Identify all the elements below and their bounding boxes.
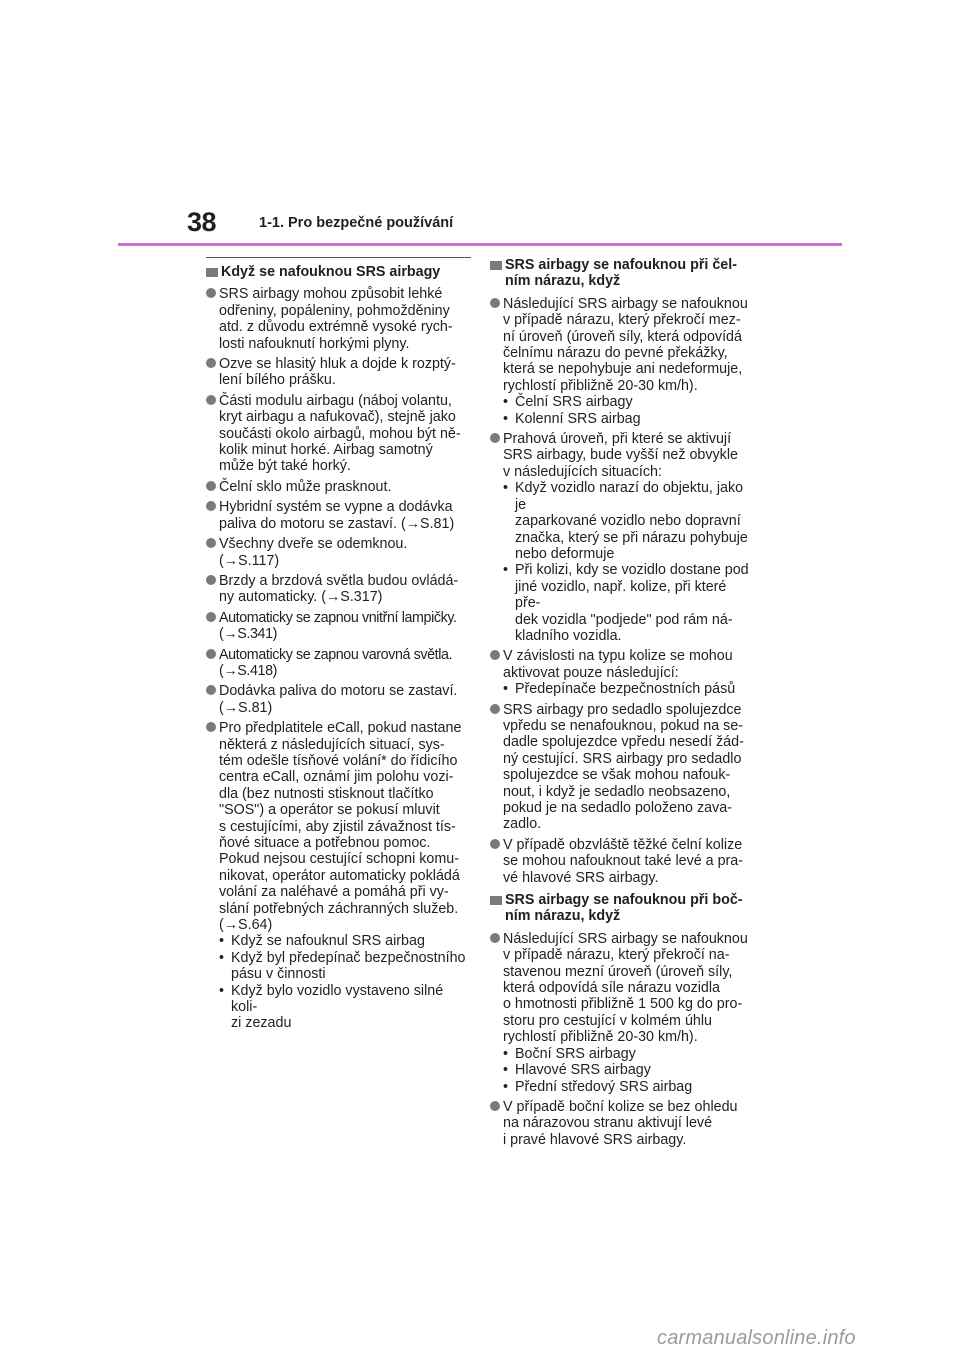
sub-item-text: Když vozidlo narazí do objektu, jako je zaparkované vozidlo nebo dopravní značka, který se při nárazu pohybuje nebo deformuje (515, 480, 748, 562)
circle-bullet-icon (206, 288, 218, 300)
square-bullet-icon (490, 261, 502, 270)
item-text: Prahová úroveň, při které se aktivují SRS airbagy, bude vyšší než obvykle v následujících situacích: (503, 431, 738, 480)
sub-item (503, 1062, 755, 1078)
item-text: Dodávka paliva do motoru se zastaví. (→S.81) (219, 683, 458, 716)
sub-item (219, 950, 471, 983)
circle-bullet-icon (490, 433, 502, 445)
sub-item (503, 1079, 755, 1095)
list-item (206, 683, 471, 716)
small-dot-icon: • (219, 933, 225, 950)
circle-bullet-icon (206, 538, 218, 550)
small-dot-icon: • (219, 982, 225, 999)
item-text: V případě boční kolize se bez ohledu na nárazovou stranu aktivují levé i pravé hlavové SRS airbagy. (503, 1098, 738, 1148)
section-title: 1-1. Pro bezpečné používání (259, 215, 454, 231)
section-heading (490, 892, 755, 925)
circle-bullet-icon (206, 612, 218, 624)
list-item (490, 431, 755, 644)
circle-bullet-icon (206, 358, 218, 370)
sub-item (219, 933, 471, 949)
circle-bullet-icon (490, 298, 502, 310)
list-item (490, 1099, 755, 1148)
small-dot-icon: • (503, 1045, 509, 1062)
small-dot-icon: • (219, 949, 225, 966)
item-text: Pro předplatitele eCall, pokud nastane některá z následujících situací, sys- tém odešle tísňové volání* do řídicího centra eCall, oznámí jim polohu vozi- dla (bez nutnosti stisknout tlačítko "SOS") a operátor se pokusí mluvit s cestujícími, aby zjistil závažnost tís- ňové situace a potřebnou pomoc. Pokud nejsou cestující schopni komu- nikovat, operátor automaticky pokládá volání za naléhavé a pomáhá při vy- slání potřebných záchranných služeb. (→S.64) (219, 720, 462, 934)
item-text: Hybridní systém se vypne a dodávka paliva do motoru se zastaví. (→S.81) (219, 499, 455, 532)
item-text: Čelní sklo může prasknout. (219, 478, 392, 495)
item-text: Následující SRS airbagy se nafouknou v případě nárazu, který překročí na- stavenou mezní úroveň (úroveň síly, která odpovídá síle nárazu vozidla o hmotnosti přibližně 1 500 kg do pro- storu pro cestující v kolmém úhlu rychlostí přibližně 20-30 km/h). (503, 930, 748, 1046)
list-item (490, 648, 755, 697)
list-item (206, 479, 471, 495)
item-text: Následující SRS airbagy se nafouknou v případě nárazu, který překročí mez- ní úroveň (úroveň síly, která odpovídá čelnímu nárazu do pevné překážky, která se nepohybuje ani nedeformuje, rychlostí přibližně 20-30 km/h). (503, 295, 748, 394)
small-dot-icon: • (503, 1062, 509, 1079)
item-text: Ozve se hlasitý hluk a dojde k rozptý- lení bílého prášku. (219, 356, 456, 389)
list-item (206, 393, 471, 475)
section-list (490, 257, 755, 1148)
list-item (206, 647, 471, 680)
section-heading (490, 257, 755, 290)
circle-bullet-icon (206, 481, 218, 493)
sub-item-text: Přední středový SRS airbag (515, 1078, 693, 1095)
sub-item (219, 983, 471, 1032)
right-column (490, 257, 755, 1152)
sub-item (503, 562, 755, 644)
item-text: Automaticky se zapnou vnitřní lampičky. (→S.341) (219, 609, 457, 643)
circle-bullet-icon (206, 722, 218, 734)
sub-item-text: Když bylo vozidlo vystaveno silné koli- zi zezadu (231, 982, 444, 1032)
column-top-rule (206, 257, 471, 258)
sub-item-text: Předepínače bezpečnostních pásů (515, 681, 736, 698)
small-dot-icon: • (503, 394, 509, 411)
sub-item-text: Kolenní SRS airbag (515, 410, 641, 427)
page-number: 38 (187, 207, 217, 237)
sub-item-text: Čelní SRS airbagy (515, 394, 633, 411)
list-item (206, 573, 471, 606)
list-item (490, 931, 755, 1095)
sub-item-text: Když byl předepínač bezpečnostního pásu v činnosti (231, 949, 466, 983)
item-text: V závislosti na typu kolize se mohou aktivovat pouze následující: (503, 648, 733, 681)
section-heading (206, 264, 471, 280)
sub-item-text: Když se nafouknul SRS airbag (231, 933, 425, 950)
small-dot-icon: • (503, 480, 509, 497)
small-dot-icon: • (503, 410, 509, 427)
watermark: carmanualsonline.info (657, 1327, 856, 1349)
item-text: SRS airbagy mohou způsobit lehké odřeniny, popáleniny, pohmožděniny atd. z důvodu extrémně vysoké rych- losti nafouknutí horkými plyny. (219, 286, 453, 352)
small-dot-icon: • (503, 562, 509, 579)
sub-item (503, 394, 755, 410)
sub-item (503, 1046, 755, 1062)
header-divider (118, 243, 842, 246)
list-item (206, 720, 471, 1032)
list-item (206, 356, 471, 389)
sub-item-text: Hlavové SRS airbagy (515, 1062, 651, 1079)
list-item (490, 296, 755, 427)
item-text: Brzdy a brzdová světla budou ovládá- ny automaticky. (→S.317) (219, 572, 459, 606)
circle-bullet-icon (490, 704, 502, 716)
item-text: Všechny dveře se odemknou. (→S.117) (219, 536, 408, 569)
list-item (206, 499, 471, 532)
small-dot-icon: • (503, 681, 509, 698)
sub-item (503, 480, 755, 562)
circle-bullet-icon (490, 839, 502, 851)
list-item (490, 702, 755, 833)
sub-item-text: Boční SRS airbagy (515, 1045, 636, 1062)
page-header (0, 0, 960, 248)
heading-text: Když se nafouknou SRS airbagy (221, 264, 441, 280)
item-text: SRS airbagy pro sedadlo spolujezdce vpředu se nenafouknou, pokud na se- dadle spolujezdce vpředu nesedí žád- ný cestující. SRS airbagy pro sedadlo spolujezdce se však mohou nafouk- nout, i když je sedadlo neobsazeno, pokud je na sedadlo položeno zava- zadlo. (503, 701, 744, 833)
sub-item (503, 681, 755, 697)
circle-bullet-icon (206, 649, 218, 661)
circle-bullet-icon (206, 685, 218, 697)
list-item (206, 286, 471, 352)
heading-text: SRS airbagy se nafouknou při boč- ním nárazu, když (505, 892, 743, 925)
sub-item (503, 411, 755, 427)
small-dot-icon: • (503, 1078, 509, 1095)
circle-bullet-icon (490, 1101, 502, 1113)
square-bullet-icon (206, 268, 218, 277)
item-list (206, 286, 471, 1031)
circle-bullet-icon (206, 575, 218, 587)
heading-text: SRS airbagy se nafouknou při čel- ním nárazu, když (505, 257, 737, 290)
left-column (206, 257, 471, 1036)
circle-bullet-icon (206, 501, 218, 513)
list-item (206, 536, 471, 569)
circle-bullet-icon (206, 395, 218, 407)
item-text: Automaticky se zapnou varovná světla. (→S.418) (219, 646, 453, 679)
list-item (206, 610, 471, 643)
circle-bullet-icon (490, 933, 502, 945)
sub-item-text: Při kolizi, kdy se vozidlo dostane pod jiné vozidlo, např. kolize, při které pře- dek vozidla "podjede" pod rám ná- kladního vozidla. (515, 562, 749, 644)
list-item (490, 837, 755, 886)
item-text: V případě obzvláště těžké čelní kolize se mohou nafouknout také levé a pra- vé hlavové SRS airbagy. (503, 836, 744, 886)
square-bullet-icon (490, 896, 502, 905)
item-text: Části modulu airbagu (náboj volantu, kryt airbagu a nafukovač), stejně jako součásti okolo airbagů, mohou být ně- kolik minut horké. Airbag samotný může být také horký. (219, 392, 461, 475)
circle-bullet-icon (490, 650, 502, 662)
